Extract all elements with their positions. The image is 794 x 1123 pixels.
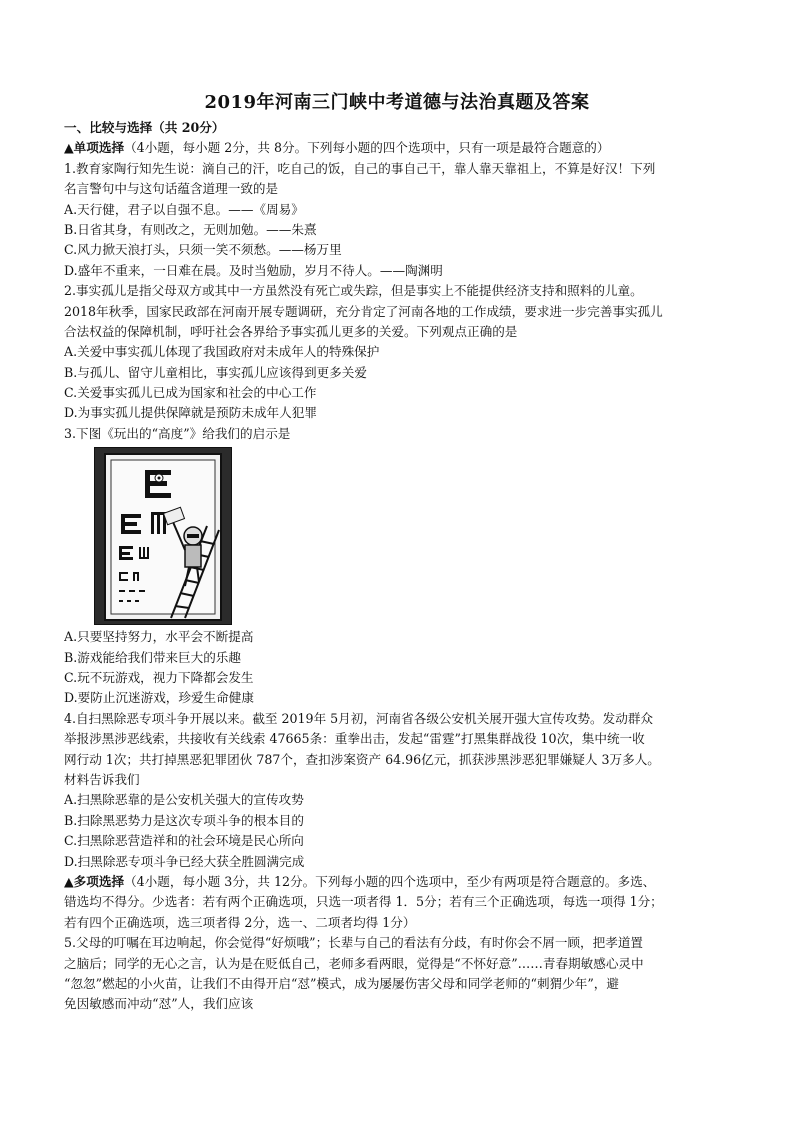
eye-chart-cartoon-illustration [95, 448, 231, 624]
question-1-stem-line-1: 1.教育家陶行知先生说：滴自己的汗，吃自己的饭，自己的事自己干，靠人靠天靠祖上，不算是好汉！下列 [64, 160, 656, 176]
question-5-stem-line-4: 免因敏感而冲动“怼”人，我们应该 [64, 996, 254, 1012]
question-3-option-c: C.玩不玩游戏，视力下降都会发生 [64, 670, 254, 686]
question-1-option-d: D.盛年不重来，一日难在晨。及时当勉励，岁月不待人。——陶渊明 [64, 262, 443, 278]
single-choice-instruction [64, 138, 732, 158]
multi-choice-instruction-line-1 [64, 872, 732, 892]
question-4-stem-line-3: 网行动 1次；共打掉黑恶犯罪团伙 787个，查扣涉案资产 64.96亿元，抓获涉黑涉恶犯罪嫌疑人 3万多人。 [64, 751, 660, 767]
question-2-option-c: C.关爱事实孤儿已成为国家和社会的中心工作 [64, 385, 317, 401]
question-1-option-c: C.风力掀天浪打头，只须一笑不须愁。——杨万里 [64, 242, 342, 258]
question-2-stem-line-2: 2018年秋季，国家民政部在河南开展专题调研，充分肯定了河南各地的工作成绩，要求进一步完善事实孤儿 [64, 303, 663, 319]
question-3-stem: 3.下图《玩出的“高度”》给我们的启示是 [64, 425, 291, 441]
multi-choice-marker: ▲多项选择 [64, 873, 125, 889]
section-heading: 一、比较与选择（共 20分） [64, 120, 225, 135]
single-choice-marker: ▲单项选择 [64, 140, 125, 156]
question-1-option-b: B.日省其身，有则改之，无则加勉。——朱熹 [64, 221, 317, 237]
question-1-stem-line-2: 名言警句中与这句话蕴含道理一致的是 [64, 181, 279, 197]
multi-choice-instruction-line-2: 错选均不得分。少选者：若有两个正确选项，只选一项者得 1．5分；若有三个正确选项，每选一项得 1分； [64, 894, 663, 910]
multi-choice-instruction-line-3: 若有四个正确选项，选三项者得 2分，选一、二项者均得 1分） [64, 914, 416, 930]
single-choice-instruction-text: （4小题，每小题 2分，共 8分。下列每小题的四个选项中，只有一项是最符合题意的） [124, 140, 610, 156]
page-title: 2019年河南三门峡中考道德与法治真题及答案 [204, 92, 590, 113]
question-5-stem-line-1: 5.父母的叮嘱在耳边响起，你会觉得“好烦哦”；长辈与自己的看法有分歧，有时你会不屑一顾，把孝道置 [64, 935, 644, 951]
question-2-stem-line-3: 合法权益的保障机制，呼吁社会各界给予事实孤儿更多的关爱。下列观点正确的是 [64, 323, 518, 339]
question-2-option-a: A.关爱中事实孤儿体现了我国政府对未成年人的特殊保护 [64, 344, 380, 360]
question-2-option-b: B.与孤儿、留守儿童相比，事实孤儿应该得到更多关爱 [64, 364, 367, 380]
multi-choice-instruction-text: （4小题，每小题 3分，共 12分。下列每小题的四个选项中，至少有两项是符合题意的。多选、 [124, 873, 656, 889]
question-4-option-a: A.扫黑除恶靠的是公安机关强大的宣传攻势 [64, 792, 304, 808]
question-2-stem-line-1: 2.事实孤儿是指父母双方或其中一方虽然没有死亡或失踪，但是事实上不能提供经济支持和照料的儿童。 [64, 283, 643, 299]
question-4-stem-line-1: 4.自扫黑除恶专项斗争开展以来。截至 2019年 5月初，河南省各级公安机关展开强大宣传攻势。发动群众 [64, 710, 654, 726]
question-3-option-a: A.只要坚持努力，水平会不断提高 [64, 629, 254, 645]
question-2-option-d: D.为事实孤儿提供保障就是预防未成年人犯罪 [64, 405, 317, 421]
question-3-option-b: B.游戏能给我们带来巨大的乐趣 [64, 649, 241, 665]
question-4-option-c: C.扫黑除恶营造祥和的社会环境是民心所向 [64, 833, 304, 849]
question-5-stem-line-3: “忽忽”燃起的小火苗，让我们不由得开启“怼”模式，成为屡屡伤害父母和同学老师的“刺猬少年”，避 [64, 975, 619, 991]
cartoon-figure [94, 447, 232, 625]
question-4-option-b: B.扫除黑恶势力是这次专项斗争的根本目的 [64, 812, 304, 828]
question-3-option-d: D.要防止沉迷游戏，珍爱生命健康 [64, 690, 254, 706]
question-4-stem-line-4: 材料告诉我们 [64, 771, 140, 787]
question-5-stem-line-2: 之脑后；同学的无心之言，认为是在贬低自己，老师多看两眼，觉得是“不怀好意”……青春期敏感心灵中 [64, 955, 644, 971]
question-4-option-d: D.扫黑除恶专项斗争已经大获全胜圆满完成 [64, 853, 305, 869]
question-1-option-a: A.天行健，君子以自强不息。——《周易》 [64, 201, 304, 217]
exam-content [64, 118, 732, 1015]
question-4-stem-line-2: 举报涉黑涉恶线索，共接收有关线索 47665条：重拳出击，发起“雷霆”打黑集群战役 10次，集中统一收 [64, 731, 645, 747]
